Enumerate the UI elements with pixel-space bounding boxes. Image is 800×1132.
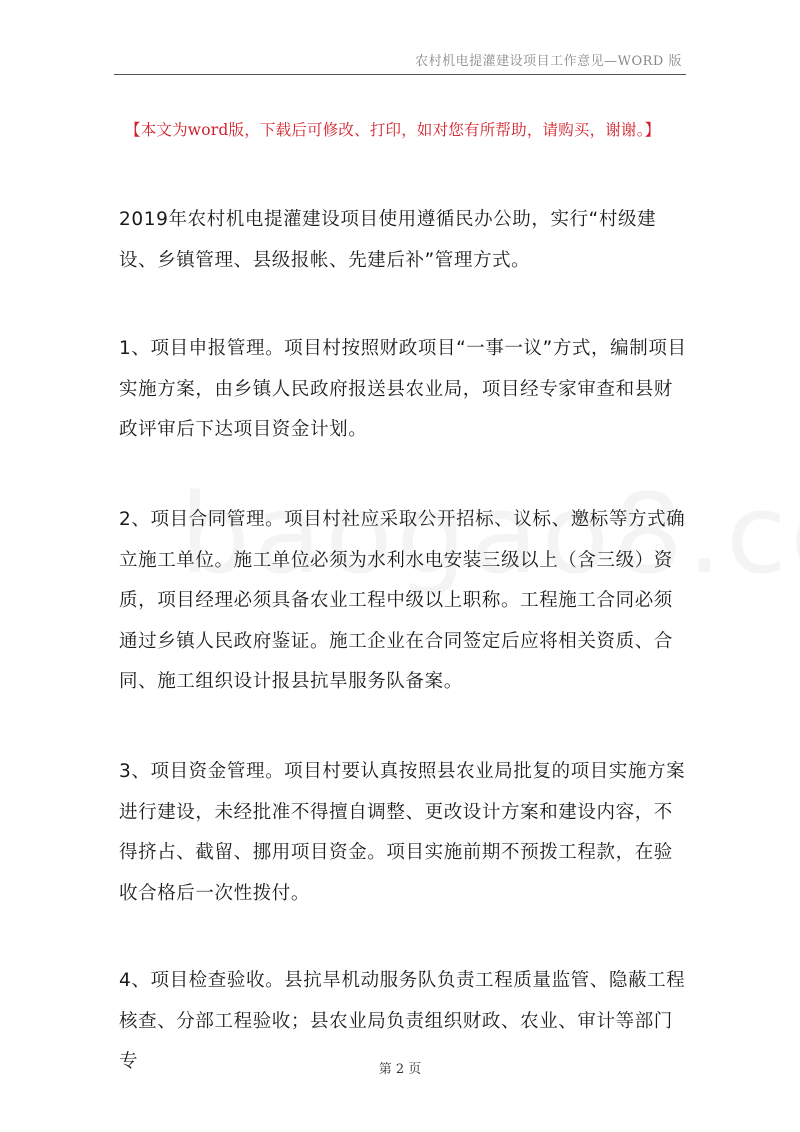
purchase-notice: 【本文为word版，下载后可修改、打印，如对您有所帮助，请购买，谢谢。】 xyxy=(125,121,661,139)
paragraph-inspection-acceptance: 4、项目检查验收。县抗旱机动服务队负责工程质量监管、隐蔽工程核查、分部工程验收；县农业局负责组织财政、农业、审计等部门专 xyxy=(119,970,686,1072)
header-divider xyxy=(114,74,686,75)
paragraph-fund-management: 3、项目资金管理。项目村要认真按照县农业局批复的项目实施方案进行建设，未经批准不得擅自调整、更改设计方案和建设内容，不得挤占、截留、挪用项目资金。项目实施前期不预拨工程款，在验收合格后一次性拨付。 xyxy=(119,761,686,904)
paragraph-contract-management: 2、项目合同管理。项目村社应采取公开招标、议标、邀标等方式确立施工单位。施工单位必须为水利水电安装三级以上（含三级）资质，项目经理必须具备农业工程中级以上职称。工程施工合同必须通过乡镇人民政府鉴证。施工企业在合同签定后应将相关资质、合同、施工组织设计报县抗旱服务队备案。 xyxy=(119,509,686,692)
document-header-title: 农村机电提灌建设项目工作意见—WORD 版 xyxy=(415,54,682,69)
page-number: 第 2 页 xyxy=(378,1062,422,1077)
paragraph-intro: 2019年农村机电提灌建设项目使用遵循民办公助，实行“村级建设、乡镇管理、县级报帐、先建后补”管理方式。 xyxy=(119,209,657,271)
paragraph-project-application: 1、项目申报管理。项目村按照财政项目“一事一议”方式，编制项目实施方案，由乡镇人民政府报送县农业局，项目经专家审查和县财政评审后下达项目资金计划。 xyxy=(119,338,687,440)
